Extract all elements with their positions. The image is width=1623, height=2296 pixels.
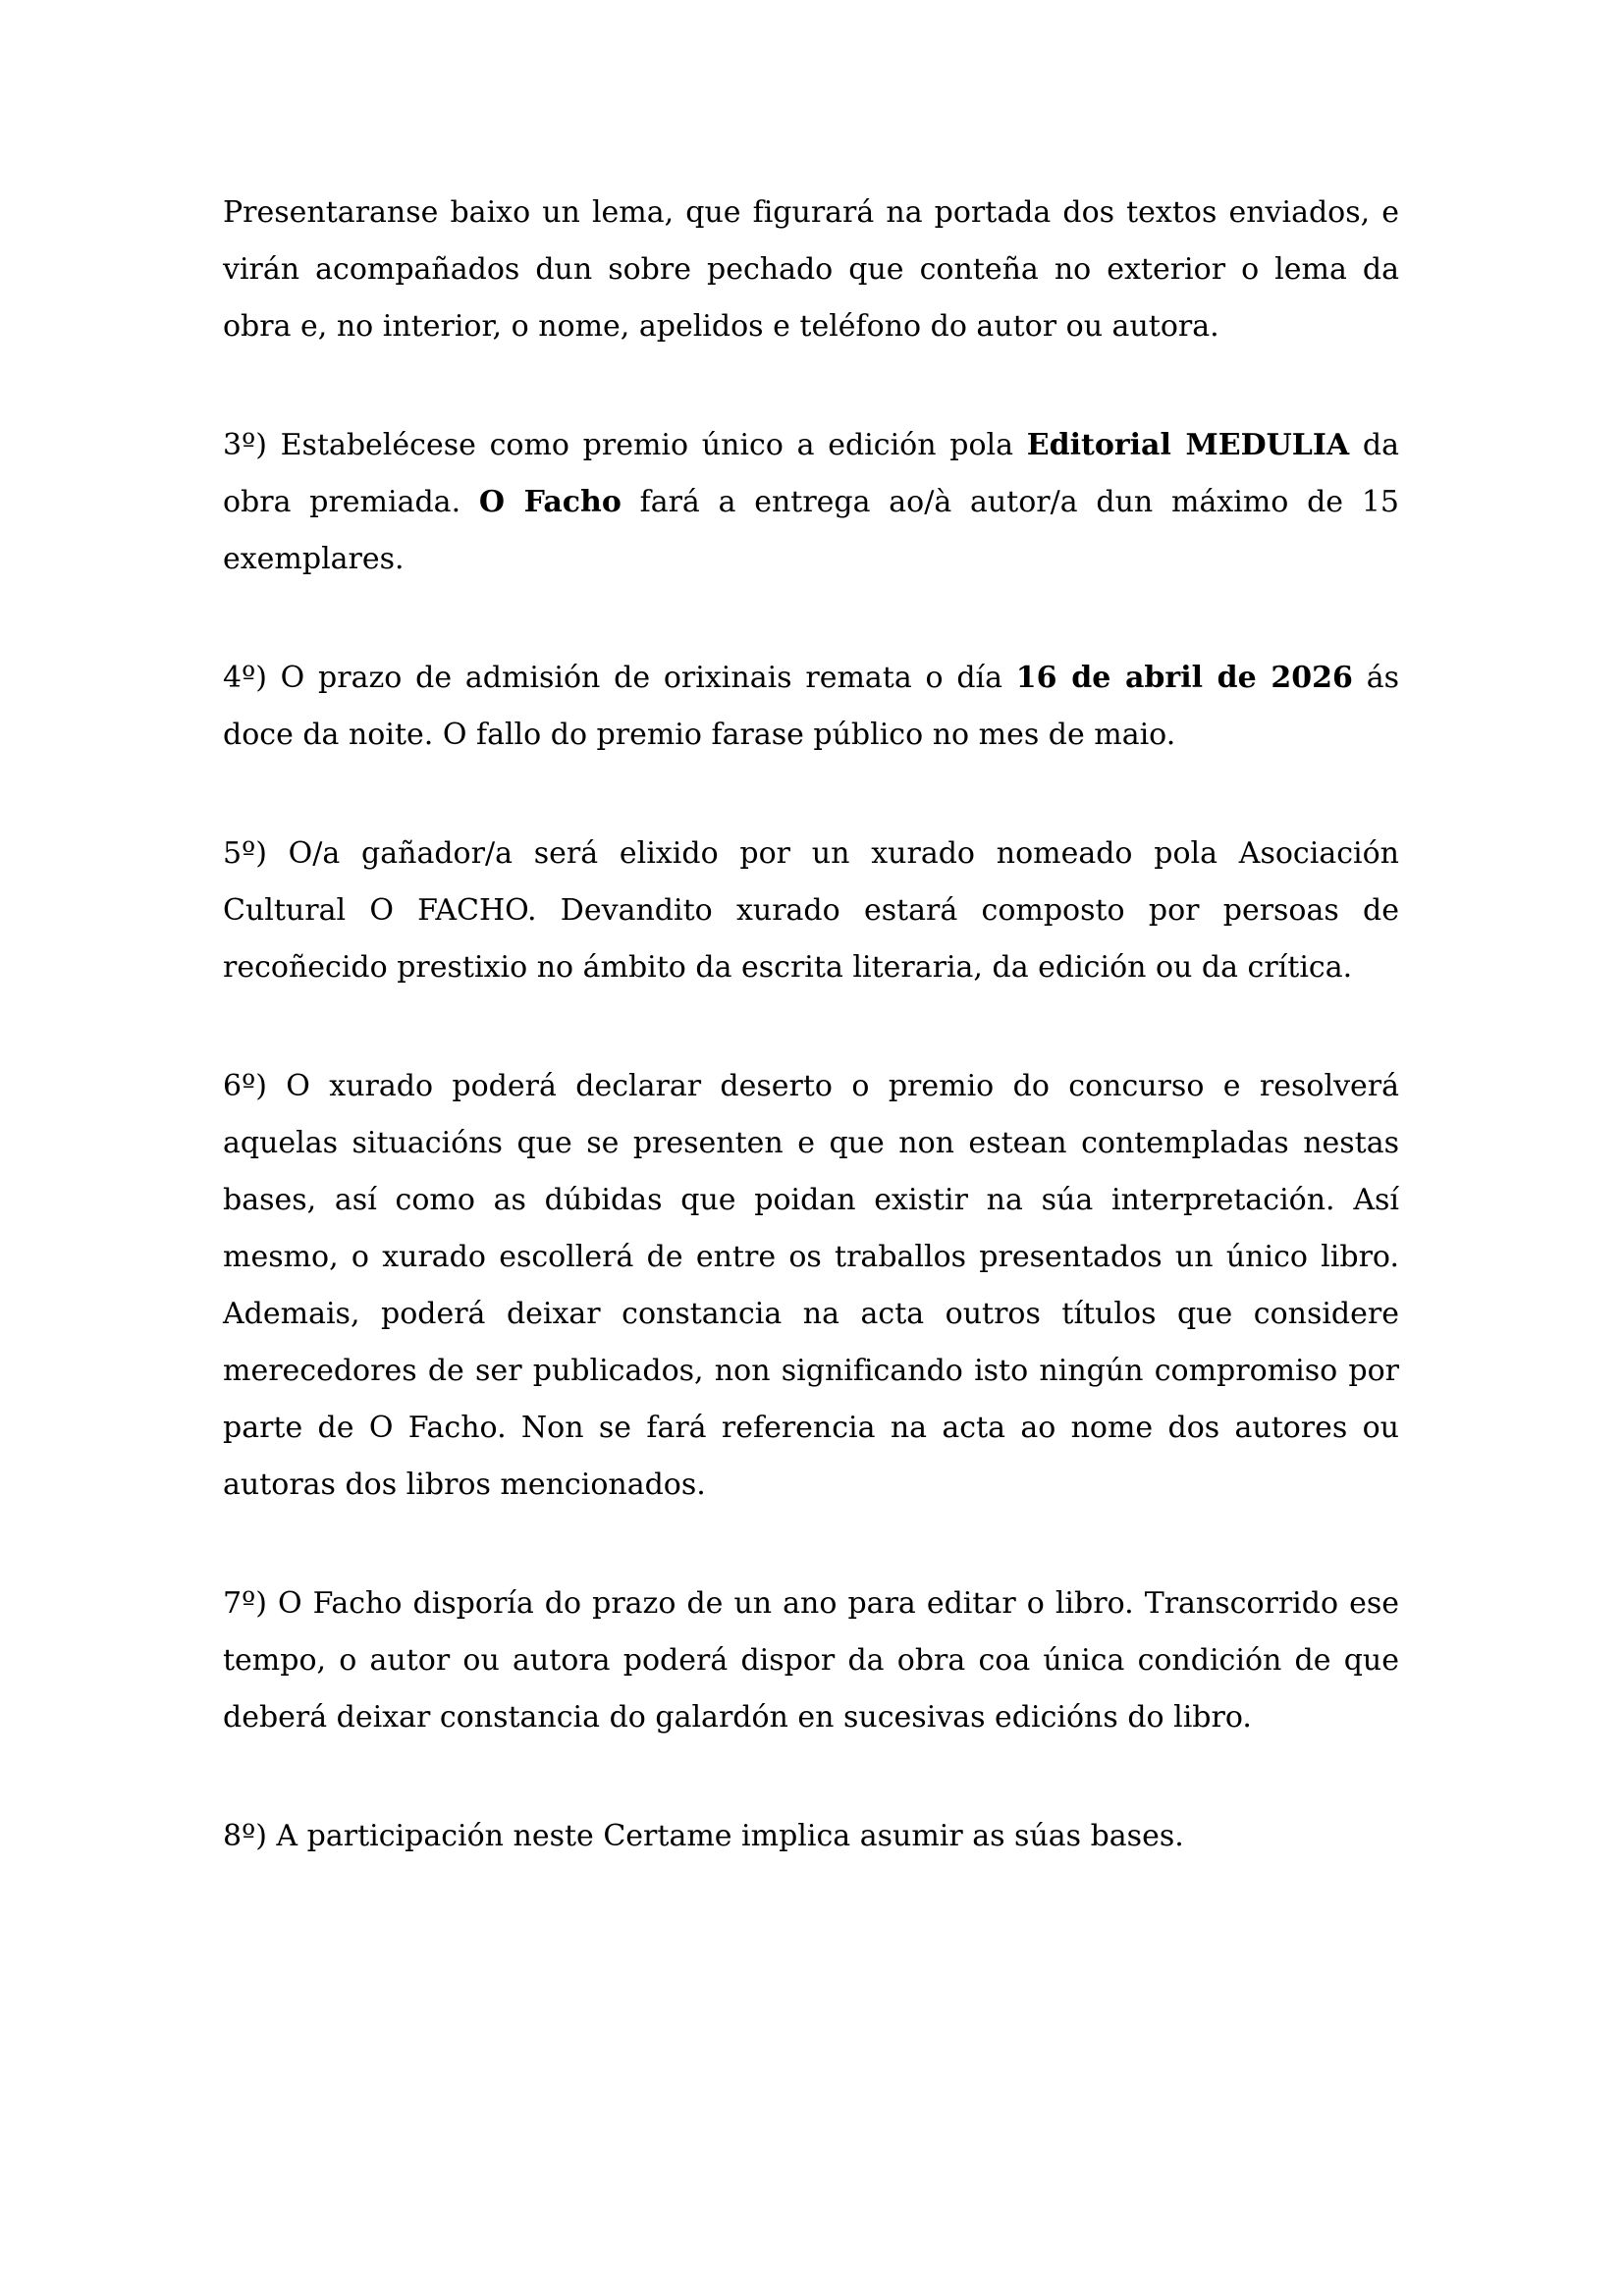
bold-text-run-editorial-medulia: Editorial MEDULIA (1026, 428, 1350, 462)
text-run: fará a entrega ao/à autor/a dun máximo de 15 exemplares. (223, 485, 1399, 576)
text-run: Presentaranse baixo un lema, que figurará na portada dos textos enviados, e virán acompañados dun sobre pechado que conteña no exterior o lema da obra e, no interior, o nome, apelidos e teléfono do autor ou autora. (223, 195, 1399, 344)
text-run: 3º) Estabelécese como premio único a edición pola (223, 428, 1027, 462)
text-run: 6º) O xurado poderá declarar deserto o premio do concurso e resolverá aquelas situacións que se presenten e que non estean contempladas nestas bases, así como as dúbidas que poidan existir na súa interpretación. Así mesmo, o xurado escollerá de entre os traballos presentados un único libro. Ademais, poderá deixar constancia na acta outros títulos que considere merecedores de ser publicados, non significando isto ningún compromiso por parte de O Facho. Non se fará referencia na acta ao nome dos autores ou autoras dos libros mencionados. (223, 1069, 1399, 1502)
bold-text-run-deadline-date: 16 de abril de 2026 (1015, 661, 1353, 695)
text-run: da obra premiada. (223, 428, 1399, 519)
paragraph-clause-5 (223, 826, 1399, 996)
paragraph-lema (223, 185, 1399, 355)
paragraph-clause-4 (223, 650, 1399, 764)
bold-text-run-o-facho: O Facho (478, 485, 622, 519)
text-run: 5º) O/a gañador/a será elixido por un xurado nomeado pola Asociación Cultural O FACHO. Devandito xurado estará composto por persoas de recoñecido prestixio no ámbito da escrita literaria, da edición ou da crítica. (223, 836, 1399, 985)
paragraph-clause-6 (223, 1058, 1399, 1514)
paragraph-clause-3 (223, 417, 1399, 588)
text-run: 8º) A participación neste Certame implica asumir as súas bases. (223, 1819, 1184, 1853)
text-run: 7º) O Facho disporía do prazo de un ano para editar o libro. Transcorrido ese tempo, o autor ou autora poderá dispor da obra coa única condición de que deberá deixar constancia do galardón en sucesivas edicións do libro. (223, 1586, 1399, 1735)
text-run: 4º) O prazo de admisión de orixinais remata o día (223, 661, 1016, 695)
paragraph-clause-7 (223, 1575, 1399, 1746)
text-run: ás doce da noite. O fallo do premio farase público no mes de maio. (223, 661, 1399, 752)
paragraph-clause-8 (223, 1808, 1399, 1865)
